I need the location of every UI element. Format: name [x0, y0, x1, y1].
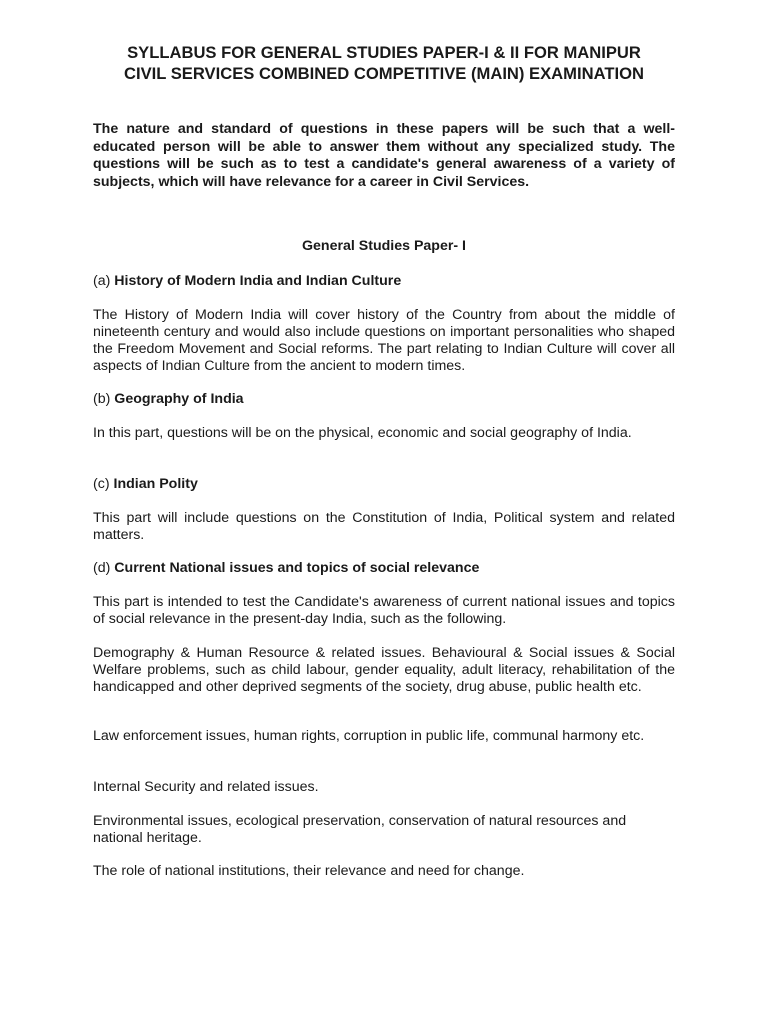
section-marker: (c)	[93, 476, 110, 492]
section-title: History of Modern India and Indian Culture	[114, 273, 402, 289]
section-marker: (b)	[93, 391, 111, 407]
section-d-paragraph-1: This part is intended to test the Candidate's awareness of current national issues and topics of social relevance in the present-day India, such as the following.	[93, 594, 675, 627]
section-a-paragraph-1: The History of Modern India will cover history of the Country from about the middle of nineteenth century and would also include questions on important personalities who shaped the Freedom Movement and Social reforms. The part relating to Indian Culture will cover all aspects of Indian Culture from the ancient to modern times.	[93, 307, 675, 374]
document-title	[93, 42, 675, 84]
intro-paragraph: The nature and standard of questions in these papers will be such that a well-educated person will be able to answer them without any specialized study. The questions will be such as to test a candidate's general awareness of a variety of subjects, which will have relevance for a career in Civil Services.	[93, 121, 675, 190]
section-d-paragraph-4: Internal Security and related issues.	[93, 779, 319, 795]
section-b-paragraph-1: In this part, questions will be on the physical, economic and social geography of India.	[93, 425, 632, 441]
section-marker: (d)	[93, 560, 111, 576]
section-title: Geography of India	[114, 391, 244, 407]
section-heading-c	[93, 476, 675, 493]
title-line-2: CIVIL SERVICES COMBINED COMPETITIVE (MAIN) EXAMINATION	[124, 64, 644, 83]
section-heading-b	[93, 391, 675, 408]
section-d-paragraph-6: The role of national institutions, their relevance and need for change.	[93, 863, 525, 879]
section-title: Current National issues and topics of social relevance	[114, 560, 480, 576]
section-d-paragraph-3: Law enforcement issues, human rights, corruption in public life, communal harmony etc.	[93, 728, 645, 744]
section-d-paragraph-5: Environmental issues, ecological preservation, conservation of natural resources and national heritage.	[93, 813, 627, 846]
section-title: Indian Polity	[113, 476, 198, 492]
paper-heading: General Studies Paper- I	[301, 238, 466, 254]
title-line-1: SYLLABUS FOR GENERAL STUDIES PAPER-I & II FOR MANIPUR	[127, 43, 641, 62]
section-d-paragraph-2: Demography & Human Resource & related issues. Behavioural & Social issues & Social Welfare problems, such as child labour, gender equality, adult literacy, rehabilitation of the handicapped and other deprived segments of the society, drug abuse, public health etc.	[93, 645, 675, 695]
section-heading-a	[93, 273, 675, 290]
section-marker: (a)	[93, 273, 111, 289]
section-heading-d	[93, 560, 675, 577]
section-c-paragraph-1: This part will include questions on the Constitution of India, Political system and related matters.	[93, 510, 675, 543]
